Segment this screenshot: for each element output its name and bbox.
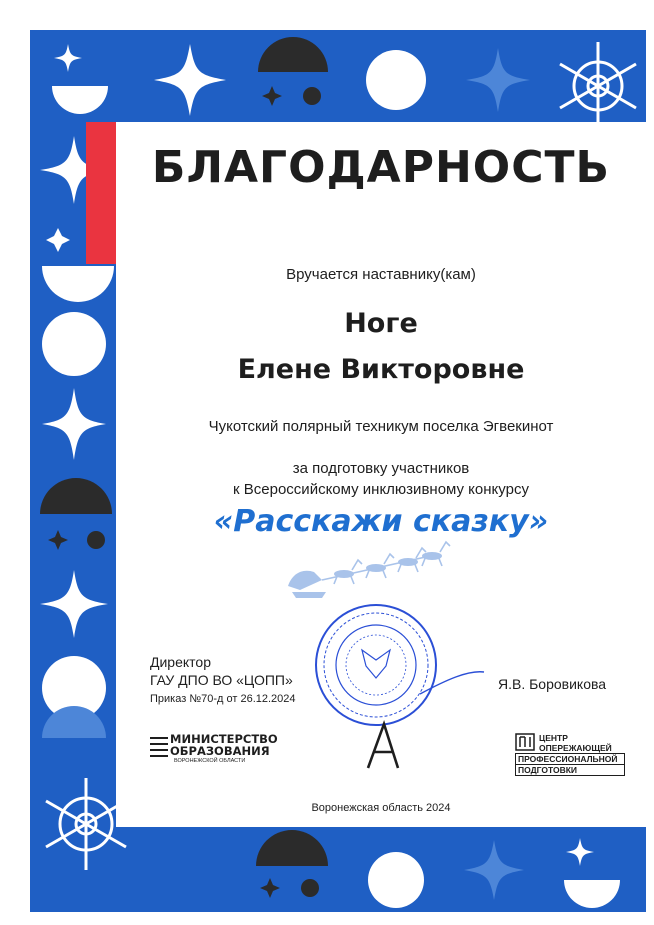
- footer-place-year: Воронежская область 2024: [311, 802, 451, 814]
- ministry-logo: [148, 732, 288, 766]
- signer-position: Директор: [150, 654, 211, 670]
- book-stack-icon: [148, 732, 170, 762]
- center-line-4: ПОДГОТОВКИ: [515, 764, 625, 776]
- order-reference: Приказ №70-д от 26.12.2024: [150, 693, 296, 705]
- center-emblem-icon: [515, 733, 535, 751]
- center-logo: [515, 731, 625, 775]
- certificate-title: БЛАГОДАРНОСТЬ: [151, 142, 611, 193]
- recipient-name: Елене Викторовне: [237, 354, 525, 385]
- ministry-region: ВОРОНЕЖСКОЙ ОБЛАСТИ: [174, 758, 246, 764]
- center-lines-box: [515, 753, 625, 776]
- center-line-2: ОПЕРЕЖАЮЩЕЙ: [539, 743, 612, 753]
- ministry-line-2: ОБРАЗОВАНИЯ: [170, 744, 270, 758]
- center-line-1: ЦЕНТР: [539, 733, 568, 743]
- signer-institution: ГАУ ДПО ВО «ЦОПП»: [150, 672, 293, 688]
- recipient-surname: Ноге: [344, 308, 418, 339]
- signer-name: Я.В. Боровикова: [498, 676, 607, 692]
- reason-line-1: за подготовку участников: [292, 460, 470, 477]
- center-line-3: ПРОФЕССИОНАЛЬНОЙ: [515, 753, 625, 764]
- contest-name: «Расскажи сказку»: [213, 504, 549, 539]
- handed-to-text: Вручается наставнику(кам): [286, 266, 476, 283]
- recipient-organization: Чукотский полярный техникум поселка Эгвекинот: [208, 418, 554, 435]
- reason-line-2: к Всероссийскому инклюзивному конкурсу: [233, 481, 529, 498]
- ministry-line-1: МИНИСТЕРСТВО: [170, 732, 278, 746]
